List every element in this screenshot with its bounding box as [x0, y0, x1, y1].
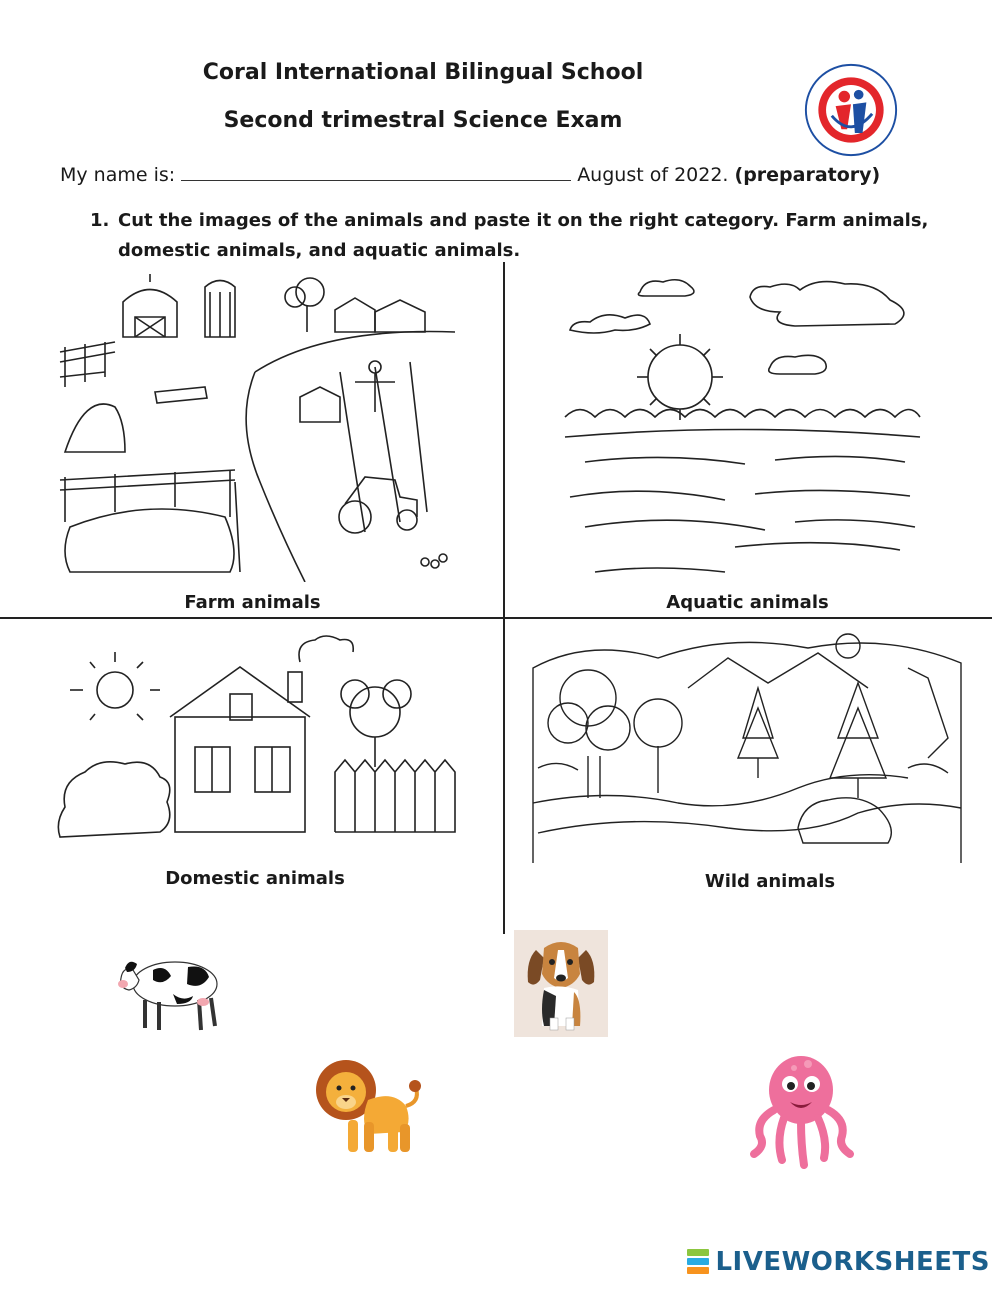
question-1: [90, 206, 950, 266]
farm-scene-illustration[interactable]: [55, 272, 455, 582]
vertical-divider: [503, 262, 505, 934]
name-blank[interactable]: [181, 162, 571, 181]
question-text: Cut the images of the animals and paste it on the right category. Farm animals, domestic animals, and aquatic animals.: [118, 210, 929, 261]
brand-name: LIVEWORKSHEETS: [715, 1247, 990, 1277]
school-logo: [803, 62, 899, 158]
octopus-icon[interactable]: [746, 1050, 856, 1170]
wild-scene-illustration[interactable]: [528, 628, 966, 868]
cow-icon[interactable]: [113, 942, 225, 1034]
category-aquatic-label: Aquatic animals: [666, 592, 829, 613]
category-farm-label: Farm animals: [184, 592, 321, 613]
exam-date: August of 2022.: [577, 164, 729, 186]
question-number: 1.: [90, 210, 110, 231]
exam-level: (preparatory): [734, 164, 881, 186]
dog-icon[interactable]: [514, 930, 608, 1037]
category-domestic-label: Domestic animals: [165, 868, 345, 889]
horizontal-divider: [0, 617, 992, 619]
school-name: Coral International Bilingual School: [202, 60, 644, 85]
liveworksheets-brand[interactable]: [687, 1247, 990, 1277]
aquatic-scene-illustration[interactable]: [555, 272, 925, 582]
category-wild-label: Wild animals: [704, 871, 836, 892]
student-name-line: [60, 162, 880, 186]
lion-icon[interactable]: [308, 1050, 428, 1162]
liveworksheets-logo-icon: [687, 1249, 709, 1275]
domestic-scene-illustration[interactable]: [55, 632, 465, 842]
exam-title: Second trimestral Science Exam: [223, 108, 623, 133]
name-label: My name is:: [60, 164, 176, 186]
